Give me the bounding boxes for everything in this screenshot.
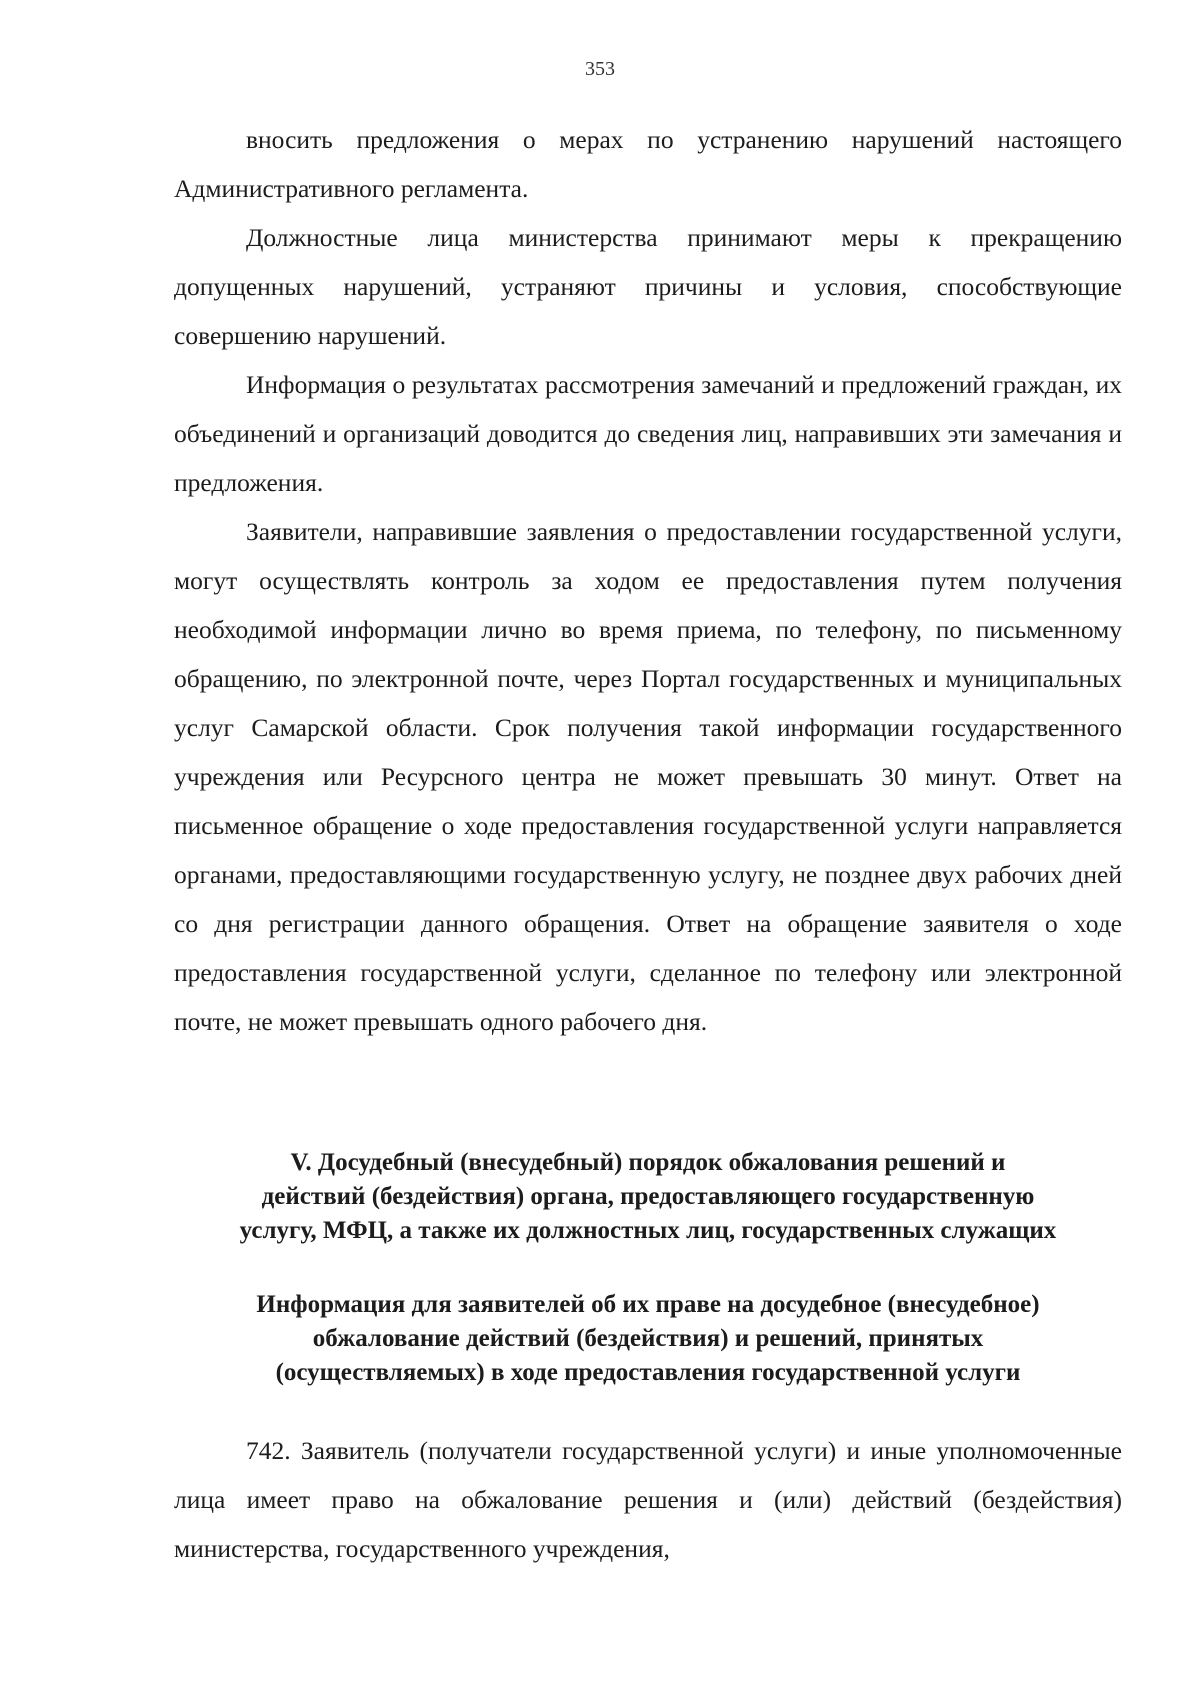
subheading <box>174 1288 1122 1390</box>
paragraph-4: Заявители, направившие заявления о предоставлении государственной услуги, могут осуществлять контроль за ходом ее предоставления путем получения необходимой информации лично во время приема, по телефону, по письменному обращению, по электронной почте, через Портал государственных и муниципальных услуг Самарской области. Срок получения такой информации государственного учреждения или Ресурсного центра не может превышать 30 минут. Ответ на письменное обращение о ходе предоставления государственной услуги направляется органами, предоставляющими государственную услугу, не позднее двух рабочих дней со дня регистрации данного обращения. Ответ на обращение заявителя о ходе предоставления государственной услуги, сделанное по телефону или электронной почте, не может превышать одного рабочего дня. <box>174 517 1122 1036</box>
paragraph-2: Должностные лица министерства принимают меры к прекращению допущенных нарушений, устраняют причины и условия, способствующие совершению нарушений. <box>174 223 1122 350</box>
subheading-line: (осуществляемых) в ходе предоставления государственной услуги <box>275 1359 1021 1386</box>
section-heading-line: V. Досудебный (внесудебный) порядок обжалования решений и <box>290 1149 1006 1176</box>
page-number: 353 <box>585 58 615 80</box>
paragraph-3: Информация о результатах рассмотрения замечаний и предложений граждан, их объединений и организаций доводится до сведения лиц, направивших эти замечания и предложения. <box>174 370 1122 497</box>
paragraph-1: вносить предложения о мерах по устранению нарушений настоящего Административного регламента. <box>174 125 1122 203</box>
subheading-line: обжалование действий (бездействия) и решений, принятых <box>312 1325 984 1352</box>
subheading-line: Информация для заявителей об их праве на досудебное (внесудебное) <box>256 1291 1040 1318</box>
tail-text <box>174 1426 1122 1573</box>
section-heading <box>174 1146 1122 1248</box>
section-heading-line: услугу, МФЦ, а также их должностных лиц, государственных служащих <box>239 1217 1057 1244</box>
section-heading-line: действий (бездействия) органа, предоставляющего государственную <box>261 1183 1035 1210</box>
paragraph-742: 742. Заявитель (получатели государственной услуги) и иные уполномоченные лица имеет право на обжалование решения и (или) действий (бездействия) министерства, государственного учреждения, <box>174 1436 1122 1563</box>
body-text <box>174 115 1122 1046</box>
